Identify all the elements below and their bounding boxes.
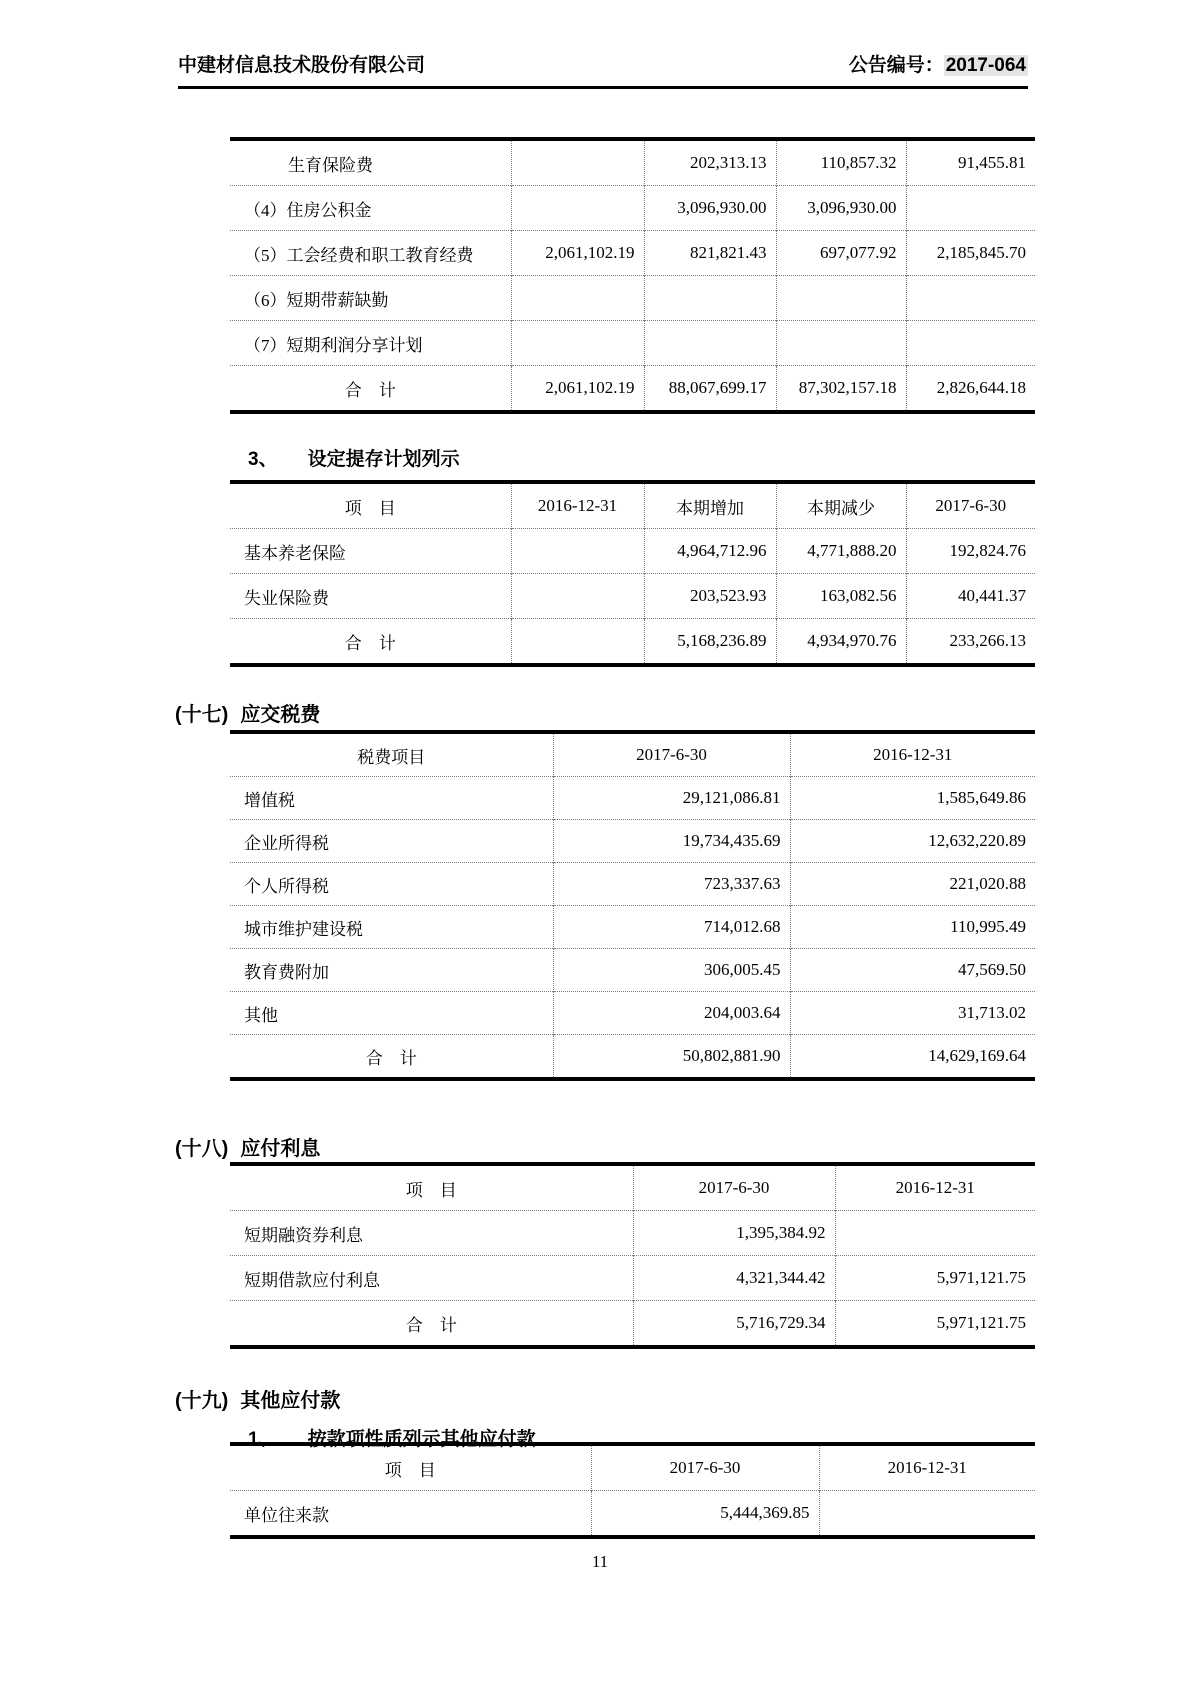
interest-payable-table <box>230 1162 1035 1349</box>
column-header: 项 目 <box>384 1460 436 1480</box>
row-item: 城市维护建设税 <box>230 906 553 949</box>
row-value <box>906 321 1035 366</box>
row-value <box>511 186 644 231</box>
table-row <box>230 992 1035 1035</box>
table-row <box>230 1256 1035 1301</box>
section-19-heading <box>175 1384 340 1413</box>
header-row <box>230 1164 1035 1211</box>
column-header: 项 目 <box>344 498 396 518</box>
section-3-heading <box>248 444 460 471</box>
page-number: 11 <box>591 1552 609 1571</box>
total-row <box>230 366 1035 413</box>
row-value <box>819 1491 1035 1538</box>
header-row <box>230 1444 1035 1491</box>
row-item: 合 计 <box>230 619 511 666</box>
column-header: 2017-6-30 <box>633 1164 835 1211</box>
row-value: 3,096,930.00 <box>644 186 776 231</box>
row-value <box>776 276 906 321</box>
row-value: 29,121,086.81 <box>553 777 790 820</box>
table-row <box>230 231 1035 276</box>
table-row <box>230 906 1035 949</box>
row-item: 合 计 <box>230 366 511 413</box>
row-value: 163,082.56 <box>776 574 906 619</box>
header-row <box>230 732 1035 777</box>
column-header: 本期减少 <box>776 482 906 529</box>
notice-label: 公告编号： <box>848 55 944 76</box>
row-value <box>511 139 644 186</box>
row-value: 14,629,169.64 <box>790 1035 1035 1080</box>
row-value: 192,824.76 <box>906 529 1035 574</box>
row-value: 221,020.88 <box>790 863 1035 906</box>
notice-number-value: 2017-064 <box>945 55 1026 76</box>
row-value: 110,995.49 <box>790 906 1035 949</box>
row-value <box>644 321 776 366</box>
row-item: 短期借款应付利息 <box>230 1256 633 1301</box>
row-value: 5,444,369.85 <box>591 1491 819 1538</box>
section-3-number: 3、 <box>248 449 278 470</box>
row-value <box>511 529 644 574</box>
row-value <box>644 276 776 321</box>
row-item: （5）工会经费和职工教育经费 <box>230 231 511 276</box>
company-name: 中建材信息技术股份有限公司 <box>178 55 426 76</box>
row-value <box>511 619 644 666</box>
row-value: 821,821.43 <box>644 231 776 276</box>
row-item: （6）短期带薪缺勤 <box>230 276 511 321</box>
section-3-title: 设定提存计划列示 <box>307 449 460 470</box>
page-header <box>178 50 1028 89</box>
column-header: 2017-6-30 <box>906 482 1035 529</box>
section-18-title: 应付利息 <box>240 1138 321 1160</box>
row-value: 91,455.81 <box>906 139 1035 186</box>
other-payables-table <box>230 1442 1035 1539</box>
section-18-heading <box>175 1132 320 1161</box>
row-value: 50,802,881.90 <box>553 1035 790 1080</box>
row-value: 110,857.32 <box>776 139 906 186</box>
table-row <box>230 574 1035 619</box>
table-row <box>230 321 1035 366</box>
row-value: 4,934,970.76 <box>776 619 906 666</box>
row-value: 2,185,845.70 <box>906 231 1035 276</box>
table-row <box>230 820 1035 863</box>
row-value: 204,003.64 <box>553 992 790 1035</box>
column-header: 2017-6-30 <box>591 1444 819 1491</box>
row-item: 基本养老保险 <box>230 529 511 574</box>
section-19-title: 其他应付款 <box>240 1390 341 1412</box>
defined-contribution-table <box>230 480 1035 667</box>
row-item: 单位往来款 <box>230 1491 591 1538</box>
row-item: 企业所得税 <box>230 820 553 863</box>
row-item: 合 计 <box>230 1035 553 1080</box>
total-row <box>230 1301 1035 1348</box>
row-value: 202,313.13 <box>644 139 776 186</box>
row-value: 2,061,102.19 <box>511 231 644 276</box>
row-item: （4）住房公积金 <box>230 186 511 231</box>
row-item: 失业保险费 <box>230 574 511 619</box>
row-value: 5,971,121.75 <box>835 1256 1035 1301</box>
section-17-number: (十七) <box>175 704 229 726</box>
row-value: 714,012.68 <box>553 906 790 949</box>
row-value: 31,713.02 <box>790 992 1035 1035</box>
row-item: 个人所得税 <box>230 863 553 906</box>
row-value: 4,964,712.96 <box>644 529 776 574</box>
header-row <box>230 482 1035 529</box>
table-row <box>230 1211 1035 1256</box>
row-item: 合 计 <box>230 1301 633 1348</box>
row-value: 5,716,729.34 <box>633 1301 835 1348</box>
notice-number <box>849 50 1028 77</box>
row-value <box>835 1211 1035 1256</box>
row-value: 19,734,435.69 <box>553 820 790 863</box>
table-row <box>230 863 1035 906</box>
row-value: 306,005.45 <box>553 949 790 992</box>
table-row <box>230 139 1035 186</box>
row-value: 5,168,236.89 <box>644 619 776 666</box>
column-header: 税费项目 <box>357 747 426 767</box>
table-row <box>230 276 1035 321</box>
section-18-number: (十八) <box>175 1138 229 1160</box>
row-value <box>906 186 1035 231</box>
row-value <box>511 321 644 366</box>
table-row <box>230 777 1035 820</box>
section-17-heading <box>175 698 320 727</box>
row-value: 47,569.50 <box>790 949 1035 992</box>
column-header: 项 目 <box>405 1180 457 1200</box>
row-value: 1,395,384.92 <box>633 1211 835 1256</box>
row-value: 4,321,344.42 <box>633 1256 835 1301</box>
row-item: 其他 <box>230 992 553 1035</box>
row-value: 723,337.63 <box>553 863 790 906</box>
row-value: 5,971,121.75 <box>835 1301 1035 1348</box>
column-header: 2016-12-31 <box>819 1444 1035 1491</box>
row-value: 4,771,888.20 <box>776 529 906 574</box>
section-19-number: (十九) <box>175 1390 229 1412</box>
total-row <box>230 1035 1035 1080</box>
row-value: 3,096,930.00 <box>776 186 906 231</box>
column-header: 2016-12-31 <box>790 732 1035 777</box>
row-value: 697,077.92 <box>776 231 906 276</box>
section-19-sub-title: 按款项性质列示其他应付款 <box>307 1429 536 1450</box>
employee-benefits-table <box>230 137 1035 414</box>
row-value: 2,061,102.19 <box>511 366 644 413</box>
row-value <box>906 276 1035 321</box>
row-value <box>776 321 906 366</box>
row-value: 203,523.93 <box>644 574 776 619</box>
table-row <box>230 949 1035 992</box>
column-header: 2016-12-31 <box>835 1164 1035 1211</box>
column-header: 本期增加 <box>644 482 776 529</box>
row-value: 87,302,157.18 <box>776 366 906 413</box>
row-value <box>511 574 644 619</box>
row-item: 短期融资券利息 <box>230 1211 633 1256</box>
row-item: 增值税 <box>230 777 553 820</box>
row-value: 2,826,644.18 <box>906 366 1035 413</box>
column-header: 2016-12-31 <box>511 482 644 529</box>
table-row <box>230 186 1035 231</box>
row-value: 88,067,699.17 <box>644 366 776 413</box>
row-item: （7）短期利润分享计划 <box>230 321 511 366</box>
row-value: 40,441.37 <box>906 574 1035 619</box>
section-17-title: 应交税费 <box>240 704 321 726</box>
taxes-payable-table <box>230 730 1035 1081</box>
row-value: 1,585,649.86 <box>790 777 1035 820</box>
total-row <box>230 619 1035 666</box>
row-item: 生育保险费 <box>288 155 373 175</box>
section-19-sub-number: 1、 <box>248 1429 278 1450</box>
row-value: 233,266.13 <box>906 619 1035 666</box>
column-header: 2017-6-30 <box>553 732 790 777</box>
row-value <box>511 276 644 321</box>
row-item: 教育费附加 <box>230 949 553 992</box>
table-row <box>230 1491 1035 1538</box>
row-value: 12,632,220.89 <box>790 820 1035 863</box>
table-row <box>230 529 1035 574</box>
